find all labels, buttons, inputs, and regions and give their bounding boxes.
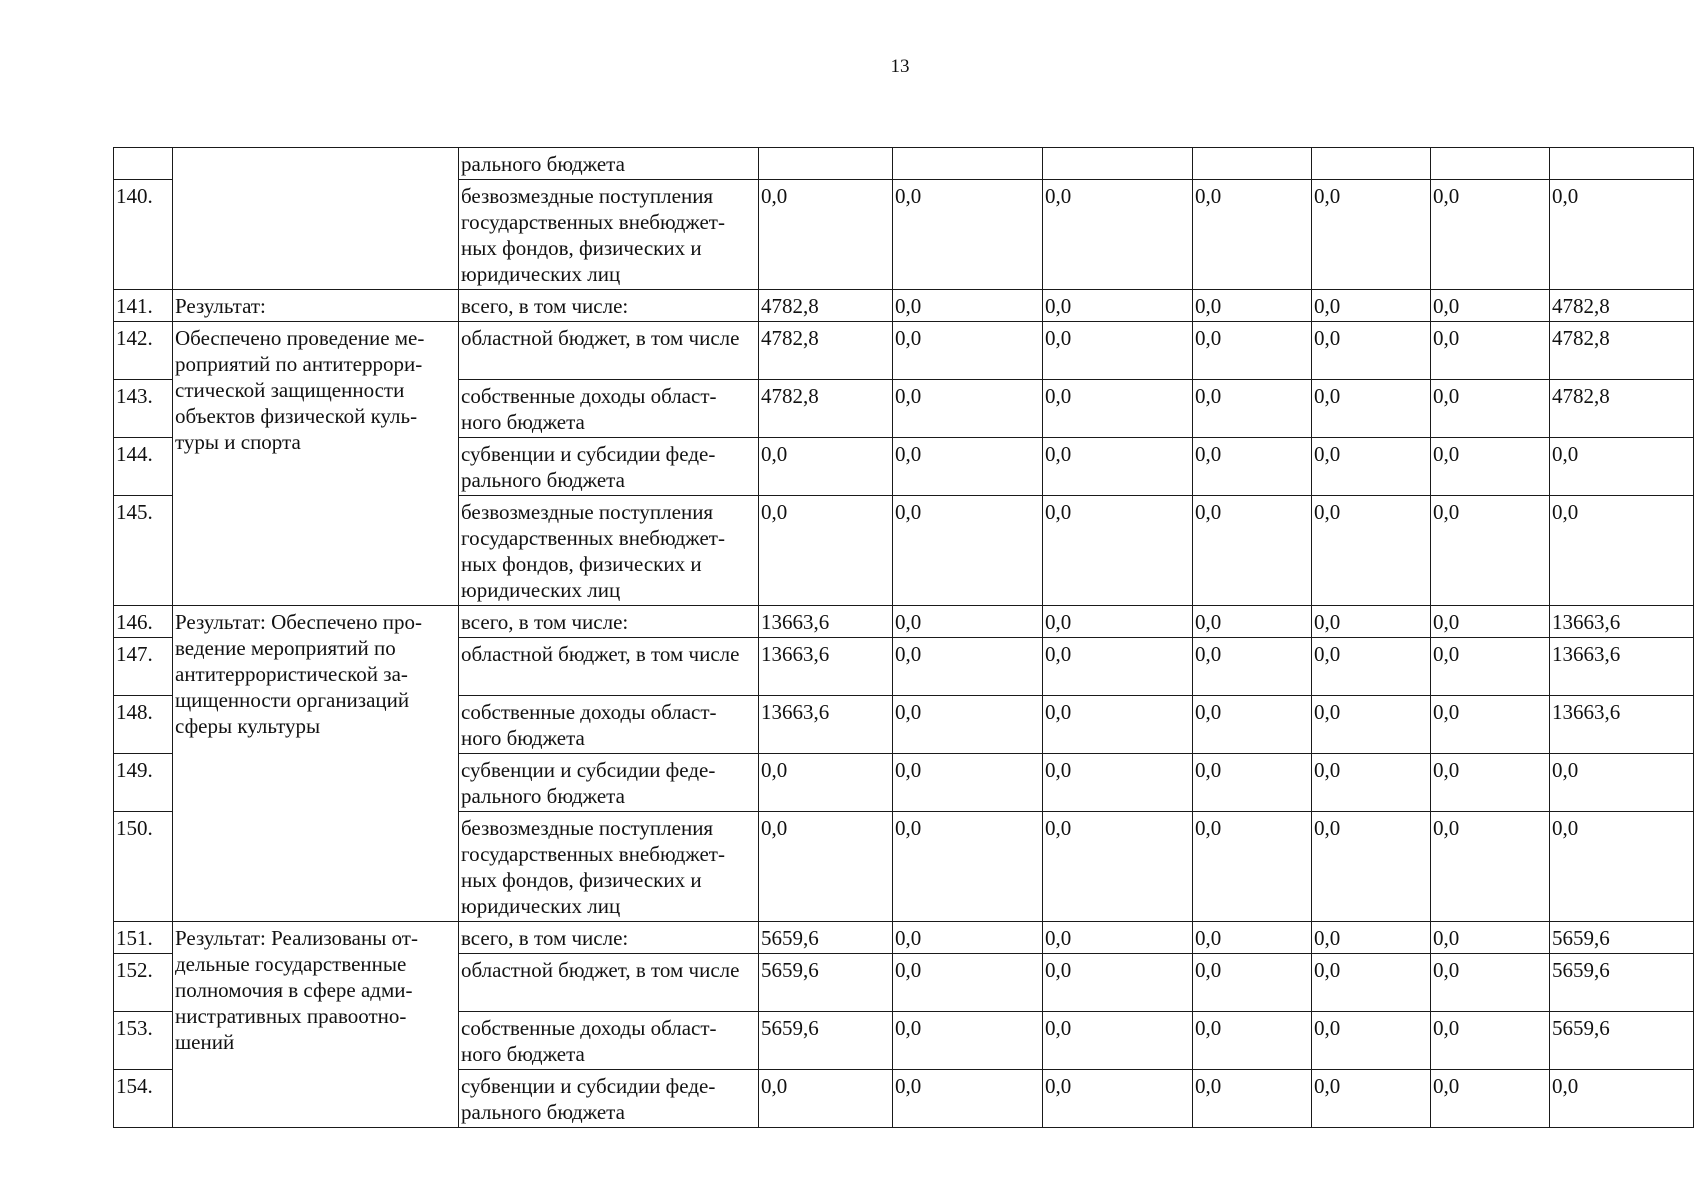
row-number: 143. <box>114 380 173 438</box>
row-number: 142. <box>114 322 173 380</box>
value-cell: 0,0 <box>1312 696 1431 754</box>
value-cell <box>893 148 1043 180</box>
row-number: 152. <box>114 954 173 1012</box>
table-row <box>114 322 1694 380</box>
value-cell: 0,0 <box>1193 1070 1312 1128</box>
value-cell: 0,0 <box>1431 754 1550 812</box>
value-cell: 0,0 <box>893 696 1043 754</box>
value-cell: 0,0 <box>893 754 1043 812</box>
value-cell: 4782,8 <box>1550 290 1694 322</box>
value-cell: 0,0 <box>759 812 893 922</box>
value-cell: 5659,6 <box>1550 1012 1694 1070</box>
page-number: 13 <box>890 56 910 77</box>
table-row <box>114 148 1694 180</box>
value-cell: 0,0 <box>1043 180 1193 290</box>
value-cell: 0,0 <box>893 180 1043 290</box>
value-cell: 0,0 <box>893 438 1043 496</box>
value-cell: 0,0 <box>759 438 893 496</box>
value-cell: 0,0 <box>1193 954 1312 1012</box>
value-cell: 0,0 <box>1043 954 1193 1012</box>
result-description: Результат: Обеспечено про-ведение мероприятий по антитеррористической за-щищенности организаций сферы культуры <box>173 606 459 922</box>
value-cell: 0,0 <box>1193 496 1312 606</box>
value-cell: 13663,6 <box>759 606 893 638</box>
funding-source: собственные доходы област-ного бюджета <box>459 696 759 754</box>
row-number: 144. <box>114 438 173 496</box>
value-cell: 0,0 <box>1312 754 1431 812</box>
value-cell: 0,0 <box>893 638 1043 696</box>
value-cell: 0,0 <box>1043 606 1193 638</box>
value-cell: 0,0 <box>1043 922 1193 954</box>
value-cell: 0,0 <box>1312 954 1431 1012</box>
value-cell: 0,0 <box>759 754 893 812</box>
result-description: Результат: Реализованы от-дельные государственные полномочия в сфере адми-нистративных правоотно-шений <box>173 922 459 1128</box>
row-number: 149. <box>114 754 173 812</box>
value-cell: 0,0 <box>1312 638 1431 696</box>
value-cell: 0,0 <box>1550 754 1694 812</box>
value-cell: 0,0 <box>1312 438 1431 496</box>
row-number <box>114 148 173 180</box>
value-cell: 5659,6 <box>1550 954 1694 1012</box>
value-cell: 0,0 <box>1043 496 1193 606</box>
value-cell: 0,0 <box>893 1012 1043 1070</box>
value-cell: 5659,6 <box>1550 922 1694 954</box>
value-cell: 0,0 <box>1312 290 1431 322</box>
value-cell: 0,0 <box>1431 1012 1550 1070</box>
funding-source: безвозмездные поступления государственных внебюджет-ных фондов, физических и юридических лиц <box>459 812 759 922</box>
value-cell: 0,0 <box>1043 380 1193 438</box>
budget-table <box>113 147 1694 1128</box>
value-cell: 0,0 <box>1193 812 1312 922</box>
value-cell: 0,0 <box>1431 696 1550 754</box>
value-cell: 0,0 <box>893 922 1043 954</box>
funding-source: безвозмездные поступления государственных внебюджет-ных фондов, физических и юридических лиц <box>459 496 759 606</box>
value-cell: 4782,8 <box>1550 380 1694 438</box>
funding-source: всего, в том числе: <box>459 290 759 322</box>
row-number: 154. <box>114 1070 173 1128</box>
value-cell <box>1431 148 1550 180</box>
value-cell: 0,0 <box>1312 322 1431 380</box>
value-cell: 0,0 <box>759 1070 893 1128</box>
value-cell: 0,0 <box>1431 322 1550 380</box>
value-cell: 13663,6 <box>759 638 893 696</box>
value-cell: 0,0 <box>1431 290 1550 322</box>
value-cell: 0,0 <box>1193 638 1312 696</box>
value-cell: 0,0 <box>1193 696 1312 754</box>
table-row <box>114 606 1694 638</box>
funding-source: собственные доходы област-ного бюджета <box>459 380 759 438</box>
row-number: 145. <box>114 496 173 606</box>
value-cell: 0,0 <box>1043 1070 1193 1128</box>
funding-source: всего, в том числе: <box>459 922 759 954</box>
value-cell <box>1193 148 1312 180</box>
value-cell: 0,0 <box>893 380 1043 438</box>
value-cell: 0,0 <box>1431 638 1550 696</box>
row-number: 146. <box>114 606 173 638</box>
value-cell: 0,0 <box>1431 812 1550 922</box>
value-cell: 0,0 <box>1431 438 1550 496</box>
value-cell: 0,0 <box>1312 1012 1431 1070</box>
value-cell: 5659,6 <box>759 1012 893 1070</box>
value-cell: 0,0 <box>893 812 1043 922</box>
value-cell <box>1312 148 1431 180</box>
funding-source: безвозмездные поступления государственных внебюджет-ных фондов, физических и юридических лиц <box>459 180 759 290</box>
value-cell: 0,0 <box>1312 180 1431 290</box>
value-cell: 0,0 <box>1431 180 1550 290</box>
value-cell: 0,0 <box>1431 496 1550 606</box>
row-number: 148. <box>114 696 173 754</box>
value-cell: 0,0 <box>1431 954 1550 1012</box>
value-cell: 0,0 <box>893 954 1043 1012</box>
value-cell: 0,0 <box>1043 1012 1193 1070</box>
value-cell: 0,0 <box>1312 496 1431 606</box>
value-cell: 13663,6 <box>1550 606 1694 638</box>
value-cell: 0,0 <box>893 606 1043 638</box>
value-cell: 0,0 <box>1312 1070 1431 1128</box>
value-cell: 0,0 <box>1043 438 1193 496</box>
value-cell: 0,0 <box>1193 754 1312 812</box>
funding-source: субвенции и субсидии феде-рального бюджета <box>459 1070 759 1128</box>
value-cell: 5659,6 <box>759 922 893 954</box>
value-cell: 0,0 <box>1043 696 1193 754</box>
value-cell <box>1043 148 1193 180</box>
value-cell: 0,0 <box>1193 322 1312 380</box>
row-number: 141. <box>114 290 173 322</box>
value-cell: 0,0 <box>1431 1070 1550 1128</box>
value-cell: 0,0 <box>1312 812 1431 922</box>
value-cell: 0,0 <box>1312 380 1431 438</box>
value-cell: 4782,8 <box>759 322 893 380</box>
value-cell: 0,0 <box>1193 922 1312 954</box>
value-cell: 0,0 <box>1431 380 1550 438</box>
value-cell: 0,0 <box>1193 180 1312 290</box>
value-cell: 0,0 <box>1550 1070 1694 1128</box>
value-cell: 5659,6 <box>759 954 893 1012</box>
value-cell: 0,0 <box>1043 290 1193 322</box>
result-description: Обеспечено проведение ме-роприятий по антитеррори-стической защищенности объектов физической куль-туры и спорта <box>173 322 459 606</box>
row-number: 150. <box>114 812 173 922</box>
value-cell: 0,0 <box>1193 380 1312 438</box>
value-cell: 0,0 <box>1550 496 1694 606</box>
value-cell: 0,0 <box>1193 290 1312 322</box>
value-cell: 0,0 <box>1431 922 1550 954</box>
value-cell: 0,0 <box>1193 606 1312 638</box>
value-cell: 0,0 <box>1312 922 1431 954</box>
value-cell: 4782,8 <box>759 290 893 322</box>
value-cell: 0,0 <box>1312 606 1431 638</box>
funding-source: рального бюджета <box>459 148 759 180</box>
row-number: 151. <box>114 922 173 954</box>
result-description <box>173 148 459 290</box>
value-cell: 0,0 <box>1193 438 1312 496</box>
value-cell: 0,0 <box>1043 322 1193 380</box>
row-number: 147. <box>114 638 173 696</box>
funding-source: субвенции и субсидии феде-рального бюджета <box>459 754 759 812</box>
value-cell: 13663,6 <box>1550 638 1694 696</box>
value-cell: 0,0 <box>1550 180 1694 290</box>
funding-source: собственные доходы област-ного бюджета <box>459 1012 759 1070</box>
value-cell: 0,0 <box>1193 1012 1312 1070</box>
value-cell: 0,0 <box>1043 754 1193 812</box>
result-description: Результат: <box>173 290 459 322</box>
value-cell: 0,0 <box>893 290 1043 322</box>
funding-source: областной бюджет, в том числе <box>459 638 759 696</box>
funding-source: областной бюджет, в том числе <box>459 954 759 1012</box>
value-cell: 4782,8 <box>759 380 893 438</box>
value-cell: 0,0 <box>1043 638 1193 696</box>
value-cell: 0,0 <box>893 496 1043 606</box>
value-cell: 0,0 <box>1550 812 1694 922</box>
value-cell: 0,0 <box>759 180 893 290</box>
value-cell <box>1550 148 1694 180</box>
funding-source: всего, в том числе: <box>459 606 759 638</box>
funding-source: областной бюджет, в том числе <box>459 322 759 380</box>
value-cell: 13663,6 <box>1550 696 1694 754</box>
row-number: 153. <box>114 1012 173 1070</box>
table-row <box>114 922 1694 954</box>
table-row <box>114 290 1694 322</box>
value-cell: 0,0 <box>893 322 1043 380</box>
row-number: 140. <box>114 180 173 290</box>
value-cell <box>759 148 893 180</box>
funding-source: субвенции и субсидии феде-рального бюджета <box>459 438 759 496</box>
value-cell: 0,0 <box>759 496 893 606</box>
value-cell: 0,0 <box>893 1070 1043 1128</box>
value-cell: 0,0 <box>1431 606 1550 638</box>
value-cell: 4782,8 <box>1550 322 1694 380</box>
value-cell: 13663,6 <box>759 696 893 754</box>
value-cell: 0,0 <box>1550 438 1694 496</box>
value-cell: 0,0 <box>1043 812 1193 922</box>
